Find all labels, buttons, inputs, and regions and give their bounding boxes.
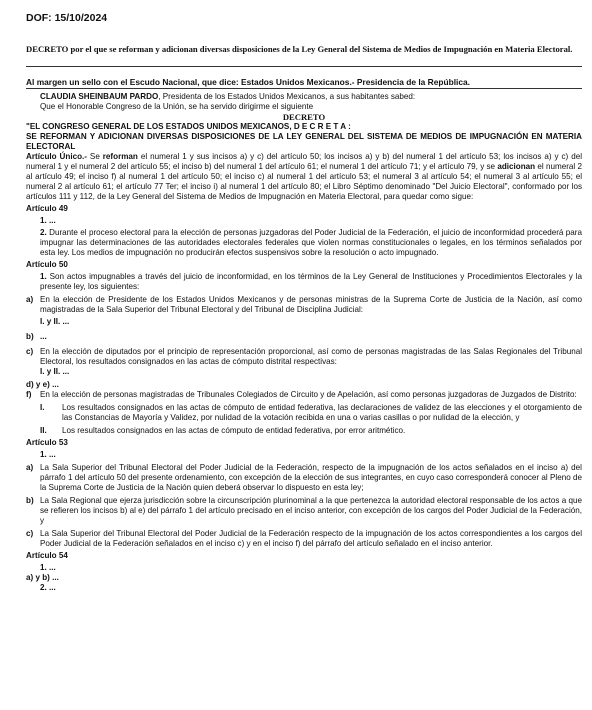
art49-numeral-1: 1. ... [40,216,56,225]
art49-numeral-2: 2. Durante el proceso electoral para la elección de personas juzgadoras del Poder Judicial de la Federación, el juicio de inconformidad procederá para impugnar las determinaciones de las autoridades electorales federales que violen normas constitucionales o legales, en los términos señalados por esta ley. Los medios de impugnación no producirán efectos suspensivos sobre la resolución o acto impugnado. [40,228,582,257]
president-name: CLAUDIA SHEINBAUM PARDO [40,92,159,101]
articulo-unico: Artículo Único.- Se reforman el numeral 1 y sus incisos a) y c) del artículo 50; los incisos a) y b) del numeral 1 del artículo 53; los incisos a) y c) del numeral 1 y el numeral 2 del artículo 55; el inciso b) del numeral 1 del artículo 61; el numeral 1 del artículo 71; y el artículo 79, y se adicionan el numeral 2 al artículo 49; el inciso f) al numeral 1 del artículo 50; el inciso c) al numeral 1 del artículo 53; el numeral 3 al artículo 54; el numeral 3 al artículo 55; el numeral 2 al artículo 61; el artículo 77 Ter; el inciso i) al numeral 1 del artículo 80; el Libro Séptimo denominado "Del Juicio Electoral", conformado por los artículos 111 y 112, de la Ley General del Sistema de Medios de Impugnación en Materia Electoral, para quedar como sigue: [26,152,582,201]
article-54-heading: Artículo 54 [26,551,68,560]
article-50-heading: Artículo 50 [26,260,68,269]
reform-heading: SE REFORMAN Y ADICIONAN DIVERSAS DISPOSICIONES DE LA LEY GENERAL DEL SISTEMA DE MEDIOS DE IMPUGNACIÓN EN MATERIA ELECTORAL [26,132,582,151]
document-body [26,77,582,593]
article-53-heading: Artículo 53 [26,438,68,447]
art50-f-fraction-ii: II. Los resultados consignados en las actas de cómputo de entidad federativa, por error aritmético. [40,426,406,435]
art50-inciso-c: c) En la elección de diputados por el principio de representación proporcional, así como de personas magistradas de las Salas Regionales del Tribunal Electoral, los resultados consignados en las actas de cómputo distrital respectivas: [26,347,582,366]
art50-inciso-b: b) ... [26,332,47,341]
art50-incisos-d-e: d) y e) ... [26,380,59,389]
art50-c-fractions: I. y II. ... [40,367,70,376]
art53-inciso-b: b) La Sala Regional que ejerza jurisdicción sobre la circunscripción plurinominal a la que pertenezca la autoridad electoral responsable de los actos a que se refieren los incisos b) al e) del párrafo 1 del artículo precisado en el inciso anterior, con excepción de los cargos del Poder Judicial de la Federación, y [26,496,582,525]
art50-inciso-a: a) En la elección de Presidente de los Estados Unidos Mexicanos y de personas ministras de la Suprema Corte de Justicia de la Nación, así como magistradas de la Sala Superior del Tribunal Electoral y del Tribunal de Disciplina Judicial: [26,295,582,314]
art50-inciso-f: f) En la elección de personas magistradas de Tribunales Colegiados de Circuito y de Apelación, así como personas juzgadoras de Juzgados de Distrito: [26,390,577,399]
decree-title: DECRETO por el que se reforman y adicionan diversas disposiciones de la Ley General del Sistema de Medios de Impugnación en Materia Electoral. [26,44,573,54]
title-divider [26,66,582,67]
art53-inciso-a: a) La Sala Superior del Tribunal Electoral del Poder Judicial de la Federación, respecto de la impugnación de los actos señalados en el inciso a) del párrafo 1 del artículo 50 del presente ordenamiento, con excepción de la elección de sus integrantes, en cuyo caso corresponderá conocer al Pleno de la Suprema Corte de Justicia de la Nación quien deberá observar lo dispuesto en esta ley; [26,463,582,492]
art50-a-fractions: I. y II. ... [40,317,70,326]
art50-f-fraction-i: I. Los resultados consignados en las actas de cómputo de entidad federativa, las declaraciones de validez de las elecciones y el otorgamiento de las Constancias de Mayoría y Validez, por nulidad de la votación recibida en una o varias casillas o por nulidad de la elección, y [40,403,582,422]
art54-numeral-2: 2. ... [40,583,56,592]
margin-note: Al margen un sello con el Escudo Nacional, que dice: Estados Unidos Mexicanos.- Presidencia de la República. [26,77,470,87]
art53-numeral-1: 1. ... [40,450,56,459]
congress-line: Que el Honorable Congreso de la Unión, se ha servido dirigirme el siguiente [40,102,314,111]
decreto-heading: DECRETO [282,112,326,122]
art50-numeral-1: 1. Son actos impugnables a través del juicio de inconformidad, en los términos de la Ley General de Instituciones y Procedimientos Electorales y la presente ley, los siguientes: [40,272,582,291]
congreso-decreta: "EL CONGRESO GENERAL DE LOS ESTADOS UNIDOS MEXICANOS, D E C R E T A : [26,122,351,131]
dof-date: DOF: 15/10/2024 [26,12,108,24]
art53-inciso-c: c) La Sala Superior del Tribunal Electoral del Poder Judicial de la Federación respecto de la impugnación de los actos correspondientes a los cargos del Poder Judicial de la Federación señalados en el inciso c) y en el inciso f) del párrafo del artículo señalado en el inciso anterior. [26,529,582,548]
president-line: CLAUDIA SHEINBAUM PARDO, Presidenta de los Estados Unidos Mexicanos, a sus habitantes sabed: [40,92,416,101]
art54-incisos-a-b: a) y b) ... [26,573,59,582]
art54-numeral-1: 1. ... [40,563,56,572]
article-49-heading: Artículo 49 [26,204,68,213]
